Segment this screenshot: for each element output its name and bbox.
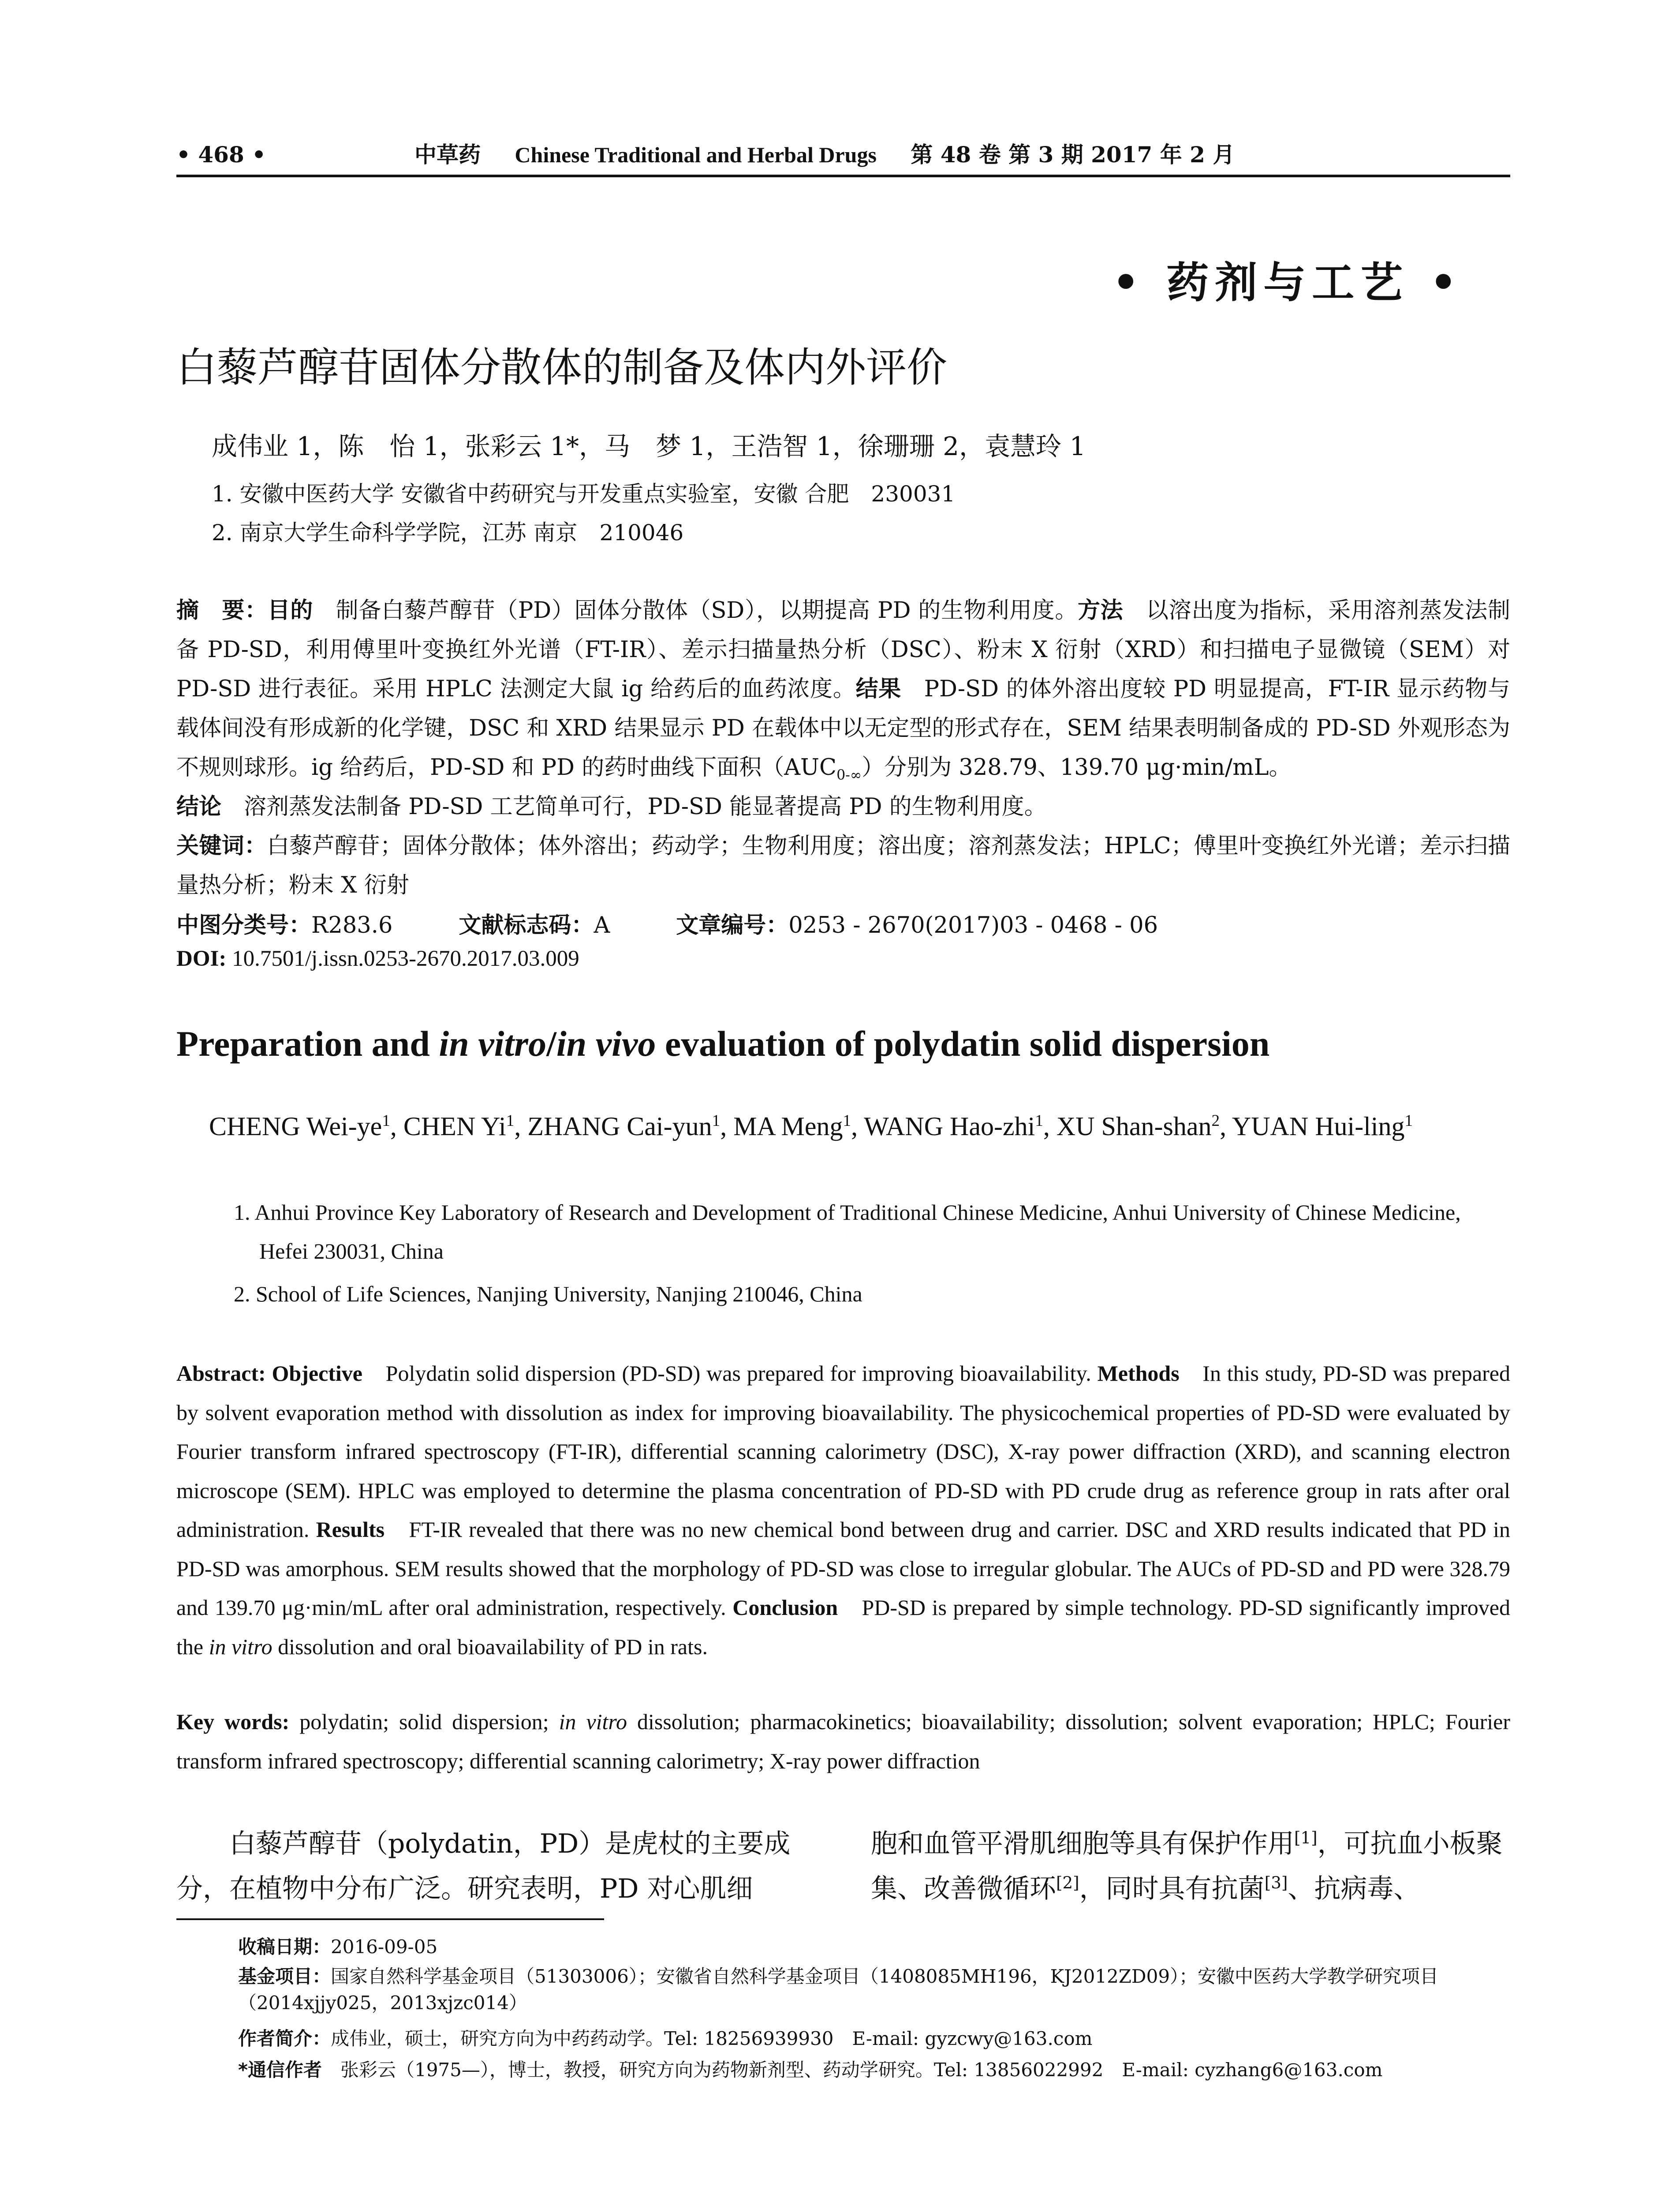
en-conclusion-a: PD-SD is prepared by simple technology. PD-SD significantly improved the <box>176 1595 1510 1659</box>
footnote-rule <box>176 1918 604 1920</box>
author-name: YUAN Hui-ling <box>1232 1112 1405 1141</box>
cn-conclusion: 溶剂蒸发法制备 PD-SD 工艺简单可行，PD-SD 能显著提高 PD 的生物利用度。 <box>221 794 1047 820</box>
author-sup: 1 <box>382 1112 390 1130</box>
en-keywords-italic: in vitro <box>559 1709 627 1734</box>
cn-abstract-label: 摘 要： <box>176 598 268 624</box>
en-abstract <box>176 1354 1510 1666</box>
doi-label: DOI: <box>176 946 227 971</box>
cn-authors: 成伟业 1，陈 怡 1，张彩云 1*，马 梦 1，王浩智 1，徐珊珊 2，袁慧玲 1 <box>212 431 1086 461</box>
en-abstract-label: Abstract: Objective <box>176 1361 362 1386</box>
body-column-right <box>871 1821 1510 1911</box>
en-title <box>176 1023 1269 1065</box>
author-name: MA Meng <box>733 1112 843 1141</box>
doc-code-value: A <box>594 912 610 938</box>
fund-text: 国家自然科学基金项目（51303006）；安徽省自然科学基金项目（1408085MH196，KJ2012ZD09）；安徽中医药大学教学研究项目（2014xjjy025，2013xjzc014） <box>238 1966 1439 2014</box>
en-authors: CHENG Wei-$ye^1$, CHEN Yi$^1$, ZHANG Cai-yun$^1$, MA Meng$^1$, WANG Hao-zhi$^1$, XU Shan-shan$^2$, YUAN Hui-ling$^1$ <box>209 1112 1413 1141</box>
author-sup: 1 <box>1035 1112 1043 1130</box>
en-title-italic1: in vitro <box>439 1024 547 1064</box>
cn-keywords-label: 关键词： <box>176 833 267 859</box>
clc-label: 中图分类号： <box>176 912 312 938</box>
cn-results-tail: ）分别为 328.79、139.70 μg·min/mL。 <box>862 755 1292 781</box>
en-keywords-label: Key words: <box>176 1709 290 1734</box>
classification-line <box>176 907 1158 939</box>
body-right-d: 、抗病毒、 <box>1288 1873 1420 1904</box>
en-keywords-b: dissolution; pharmacokinetics; bioavailability; dissolution; solvent evaporation; HPLC; Fourier transform infrared spectroscopy; differential scanning calorimetry; X-ray power diffraction <box>176 1709 1510 1773</box>
issue-info: 第 48 卷 第 3 期 2017 年 2 月 <box>911 142 1235 168</box>
en-results-label: Results <box>316 1517 385 1542</box>
footnote-author <box>238 2026 1092 2052</box>
en-results: FT-IR revealed that there was no new chemical bond between drug and carrier. DSC and XRD results indicated that PD in PD-SD was amorphous. SEM results showed that the morphology of PD-SD was close to irregular globular. The AUCs of PD-SD and PD were 328.79 and 139.70 μg·min/mL after oral administration, respectively. <box>176 1517 1511 1620</box>
journal-line <box>414 140 1235 169</box>
section-label: • 药剂与工艺 • <box>1112 258 1463 307</box>
cn-methods: 以溶出度为指标，采用溶剂蒸发法制备 PD-SD，利用傅里叶变换红外光谱（FT-IR）、差示扫描量热分析（DSC）、粉末 X 衍射（XRD）和扫描电子显微镜（SEM）对 PD-SD 进行表征。采用 HPLC 法测定大鼠 ig 给药后的血药浓度。 <box>176 598 1510 702</box>
en-title-part1: Preparation and <box>176 1024 439 1064</box>
page-number: • 468 • <box>176 142 266 168</box>
author-sup: 1 <box>1404 1112 1413 1130</box>
cn-affiliation-2: 2. 南京大学生命科学学院，江苏 南京 210046 <box>212 520 684 546</box>
author-label: 作者简介： <box>238 2028 331 2049</box>
cn-affiliation-1: 1. 安徽中医药大学 安徽省中药研究与开发重点实验室，安徽 合肥 230031 <box>212 481 956 507</box>
footnote-received <box>238 1934 437 1960</box>
en-methods-label: Methods <box>1097 1361 1180 1386</box>
en-conclusion-label: Conclusion <box>732 1595 838 1620</box>
en-title-italic2: in vivo <box>556 1024 656 1064</box>
clc-value: R283.6 <box>311 912 393 938</box>
cn-abstract <box>176 591 1510 826</box>
received-date: 2016-09-05 <box>331 1936 438 1958</box>
fund-label: 基金项目： <box>238 1966 331 1987</box>
running-header <box>176 140 1510 169</box>
en-title-slash: / <box>546 1024 556 1064</box>
cn-results-label: 结果 <box>855 676 902 702</box>
en-objective: Polydatin solid dispersion (PD-SD) was prepared for improving bioavailability. <box>362 1361 1098 1386</box>
footnote-corresponding <box>238 2057 1382 2083</box>
author-sup: 1 <box>506 1112 515 1130</box>
author-name: CHENG Wei-ye <box>209 1112 382 1141</box>
author-text: 成伟业，硕士，研究方向为中药药动学。Tel: 18256939930 E-mail: gyzcwy@163.com <box>331 2028 1093 2049</box>
corr-label: *通信作者 <box>238 2059 322 2081</box>
received-label: 收稿日期： <box>238 1936 331 1958</box>
body-right-a: 胞和血管平滑肌细胞等具有保护作用 <box>871 1828 1294 1859</box>
doi-line <box>176 946 579 972</box>
cn-title: 白藜芦醇苷固体分散体的制备及体内外评价 <box>176 344 948 391</box>
footnote-fund <box>238 1963 1510 2016</box>
author-sup: 1 <box>843 1112 851 1130</box>
body-right-b: ，可抗血小板聚集、改善微循环 <box>871 1828 1503 1904</box>
header-rule <box>176 175 1510 177</box>
doc-code-label: 文献标志码： <box>459 912 594 938</box>
cn-results: PD-SD 的体外溶出度较 PD 明显提高，FT-IR 显示药物与载体间没有形成新的化学键，DSC 和 XRD 结果显示 PD 在载体中以无定型的形式存在，SEM 结果表明制备成的 PD-SD 外观形态为不规则球形。ig 给药后，PD-SD 和 PD 的药时曲线下面积（AUC <box>176 676 1510 781</box>
en-keywords <box>176 1702 1510 1780</box>
cn-methods-label: 方法 <box>1078 598 1124 624</box>
author-name: CHEN Yi <box>403 1112 506 1141</box>
citation-1[interactable]: [1] <box>1294 1828 1318 1847</box>
en-affiliation-1: 1. Anhui Province Key Laboratory of Research and Development of Traditional Chinese Medicine, Anhui University of Chinese Medicine, Hefei 230031, China <box>234 1200 1461 1263</box>
author-sup: 1 <box>712 1112 721 1130</box>
doi-value[interactable]: 10.7501/j.issn.0253-2670.2017.03.009 <box>232 946 579 971</box>
body-column-left: 白藜芦醇苷（polydatin，PD）是虎杖的主要成分，在植物中分布广泛。研究表明，PD 对心肌细 <box>176 1828 791 1904</box>
corr-text: 张彩云（1975—），博士，教授，研究方向为药物新剂型、药动学研究。Tel: 13856022992 E-mail: cyzhang6@163.com <box>321 2059 1383 2081</box>
body-right-c: ，同时具有抗菌 <box>1079 1873 1265 1904</box>
cn-objective: 制备白藜芦醇苷（PD）固体分散体（SD），以期提高 PD 的生物利用度。 <box>313 598 1078 624</box>
article-no-label: 文章编号： <box>676 912 789 938</box>
cn-keywords-text: 白藜芦醇苷；固体分散体；体外溶出；药动学；生物利用度；溶出度；溶剂蒸发法；HPLC；傅里叶变换红外光谱；差示扫描量热分析；粉末 X 衍射 <box>176 833 1510 898</box>
citation-3[interactable]: [3] <box>1264 1873 1288 1892</box>
author-name: ZHANG Cai-yun <box>527 1112 712 1141</box>
cn-conclusion-label: 结论 <box>176 794 222 820</box>
citation-2[interactable]: [2] <box>1056 1873 1079 1892</box>
author-name: WANG Hao-zhi <box>864 1112 1035 1141</box>
journal-name-cn: 中草药 <box>414 142 481 168</box>
cn-keywords <box>176 826 1510 905</box>
article-no-value: 0253 - 2670(2017)03 - 0468 - 06 <box>788 912 1158 938</box>
en-conclusion-b: dissolution and oral bioavailability of PD in rats. <box>272 1634 708 1659</box>
cn-objective-label: 目的 <box>267 598 313 624</box>
en-title-part2: evaluation of polydatin solid dispersion <box>656 1024 1270 1064</box>
auc-subscript: 0-∞ <box>836 767 862 784</box>
author-name: XU Shan-shan <box>1056 1112 1212 1141</box>
en-keywords-a: polydatin; solid dispersion; <box>289 1709 559 1734</box>
journal-name-en: Chinese Traditional and Herbal Drugs <box>515 142 877 167</box>
en-methods: In this study, PD-SD was prepared by solvent evaporation method with dissolution as index for improving bioavailability. The physicochemical properties of PD-SD were evaluated by Fourier transform infrared spectroscopy (FT-IR), differential scanning calorimetry (DSC), X-ray power diffraction (XRD), and scanning electron microscope (SEM). HPLC was employed to determine the plasma concentration of PD-SD with PD crude drug as reference group in rats after oral administration. <box>176 1361 1510 1542</box>
en-conclusion-italic: in vitro <box>209 1634 273 1659</box>
author-sup: 2 <box>1211 1112 1220 1130</box>
en-affiliation-2: 2. School of Life Sciences, Nanjing University, Nanjing 210046, China <box>234 1282 862 1306</box>
